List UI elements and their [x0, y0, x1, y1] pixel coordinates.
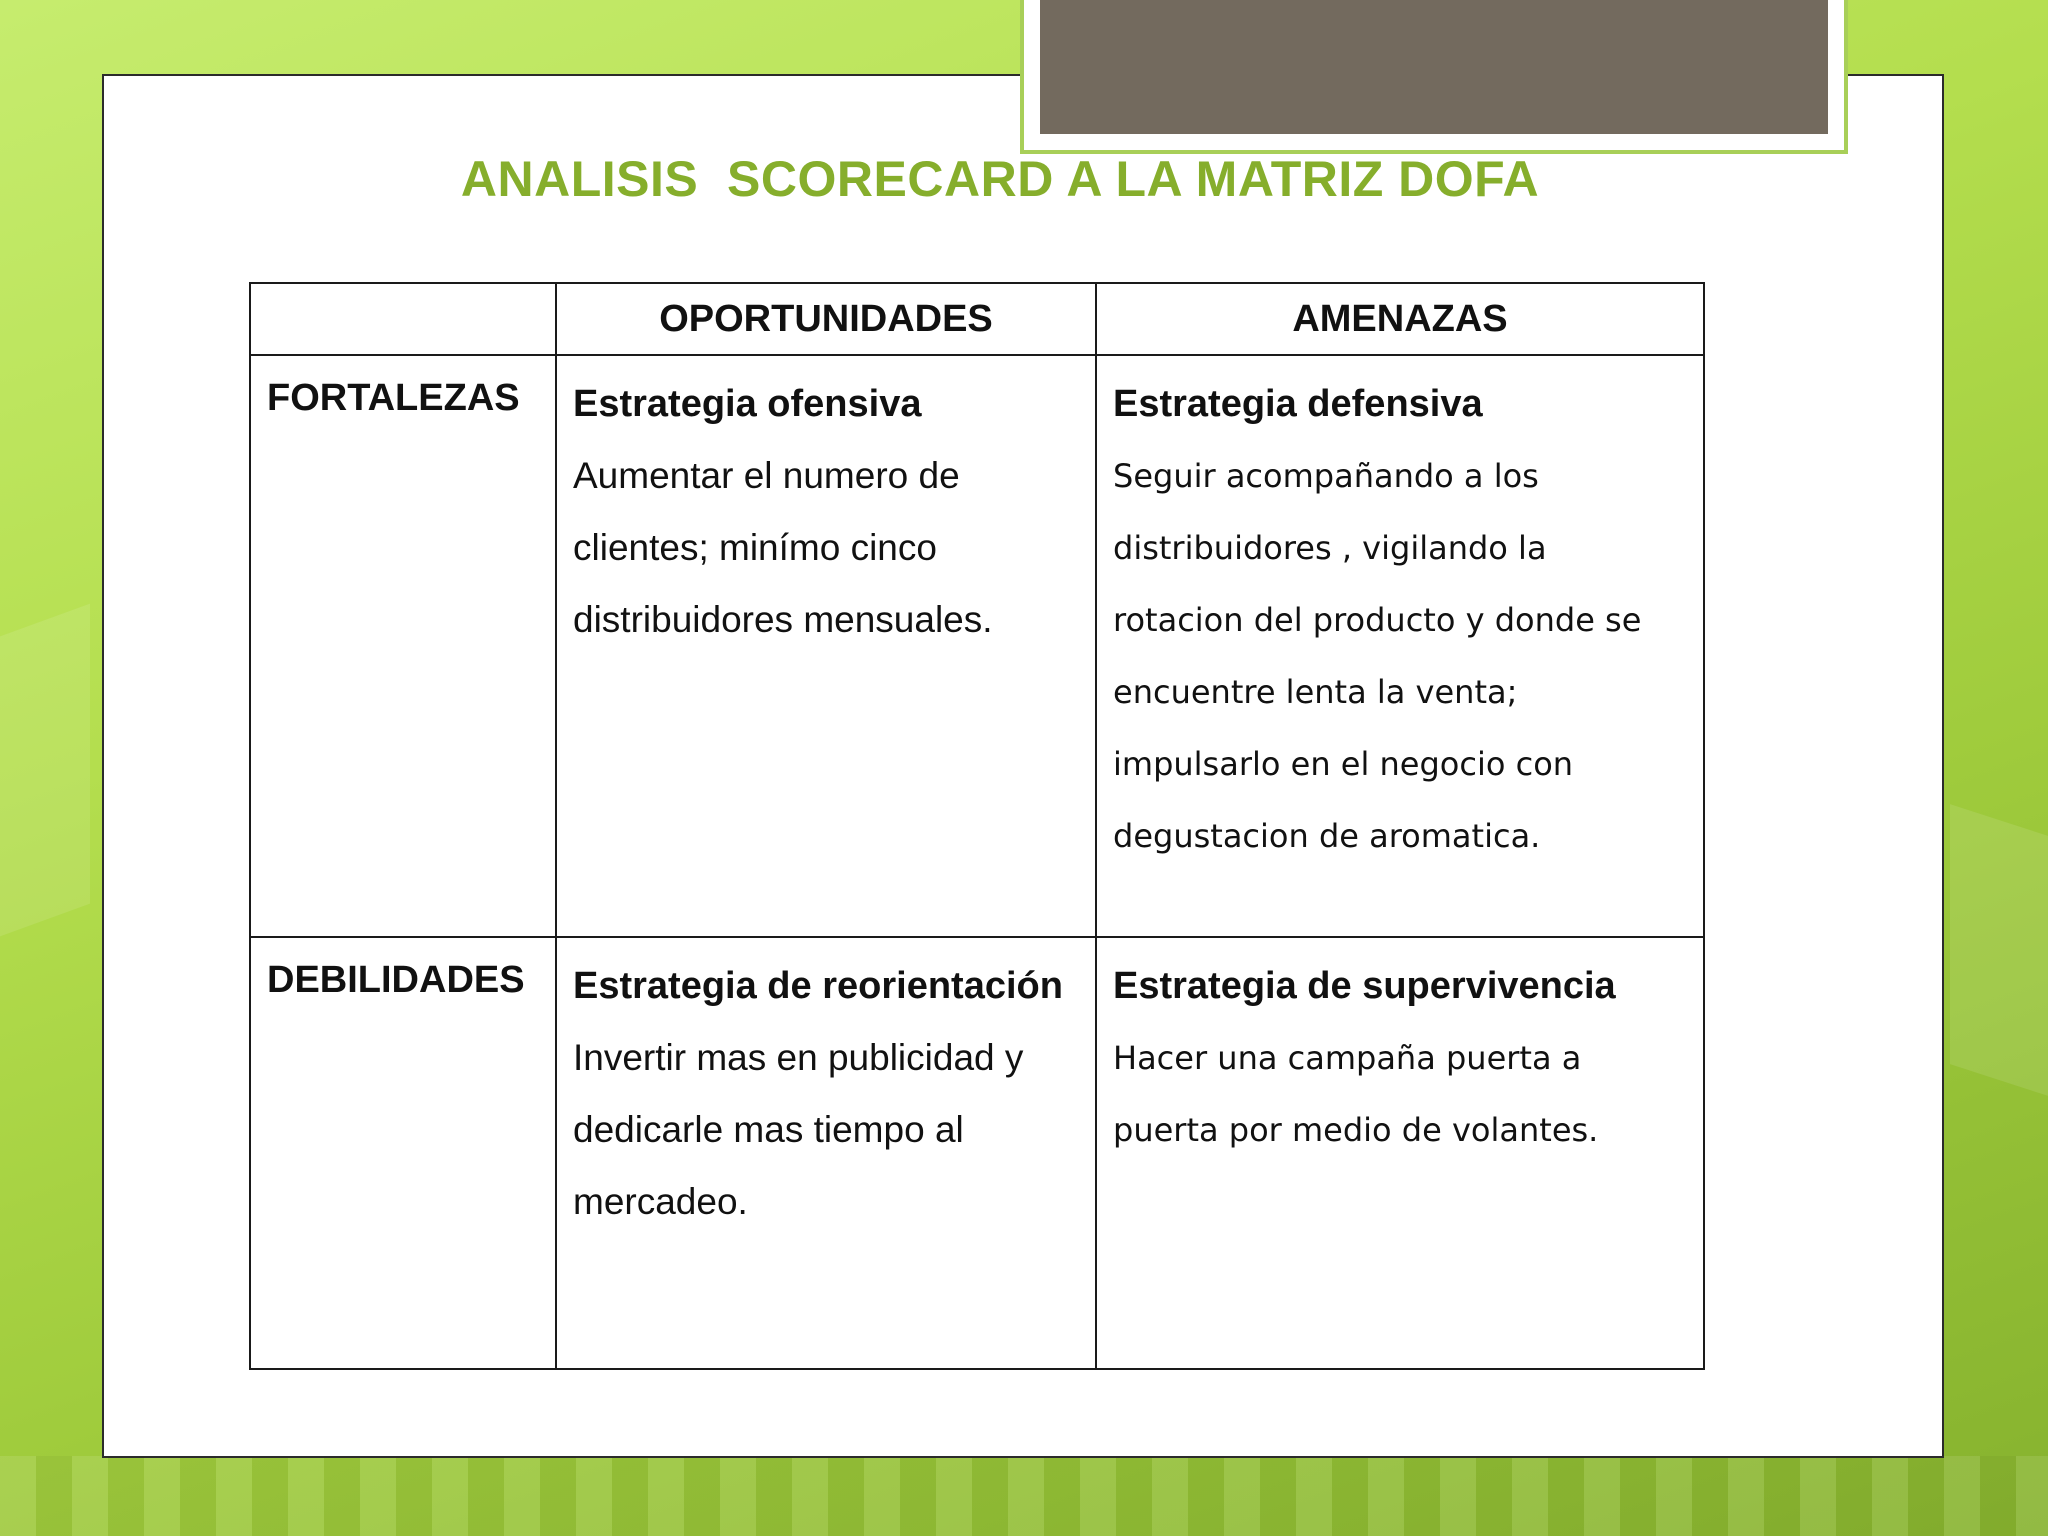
- cell-heading: Estrategia de reorientación: [573, 965, 1063, 1007]
- table-row-debilidades: [250, 937, 1704, 1369]
- row-label-fortalezas: FORTALEZAS: [250, 355, 556, 937]
- cell-body: Invertir mas en publicidad y dedicarle mas tiempo al mercadeo.: [573, 1037, 1024, 1222]
- cell-estrategia-supervivencia: [1096, 937, 1704, 1369]
- photo-placeholder: [1040, 0, 1828, 134]
- cell-body: Hacer una campaña puerta a puerta por medio de volantes.: [1113, 1039, 1599, 1149]
- row-label-debilidades: DEBILIDADES: [250, 937, 556, 1369]
- cell-body: Seguir acompañando a los distribuidores , vigilando la rotacion del producto y donde se encuentre lenta la venta; impulsarlo en el negocio con degustacion de aromatica.: [1113, 457, 1642, 855]
- column-header-oportunidades: OPORTUNIDADES: [556, 283, 1096, 355]
- cell-estrategia-defensiva: [1096, 355, 1704, 937]
- photo-placeholder-frame: [1020, 0, 1848, 154]
- cell-estrategia-ofensiva: [556, 355, 1096, 937]
- cell-heading: Estrategia de supervivencia: [1113, 965, 1616, 1007]
- cell-heading: Estrategia ofensiva: [573, 383, 922, 425]
- table-header-row: [250, 283, 1704, 355]
- cell-estrategia-reorientacion: [556, 937, 1096, 1369]
- dofa-matrix-table: [249, 282, 1705, 1370]
- background-stripes: [0, 1456, 2048, 1536]
- column-header-amenazas: AMENAZAS: [1096, 283, 1704, 355]
- cell-body: Aumentar el numero de clientes; minímo cinco distribuidores mensuales.: [573, 455, 993, 640]
- corner-cell: [250, 283, 556, 355]
- table-row-fortalezas: [250, 355, 1704, 937]
- cell-heading: Estrategia defensiva: [1113, 383, 1483, 425]
- slide-title: ANALISIS SCORECARD A LA MATRIZ DOFA: [460, 151, 1540, 207]
- background-facet: [1950, 804, 2048, 1096]
- background-facet: [0, 604, 90, 937]
